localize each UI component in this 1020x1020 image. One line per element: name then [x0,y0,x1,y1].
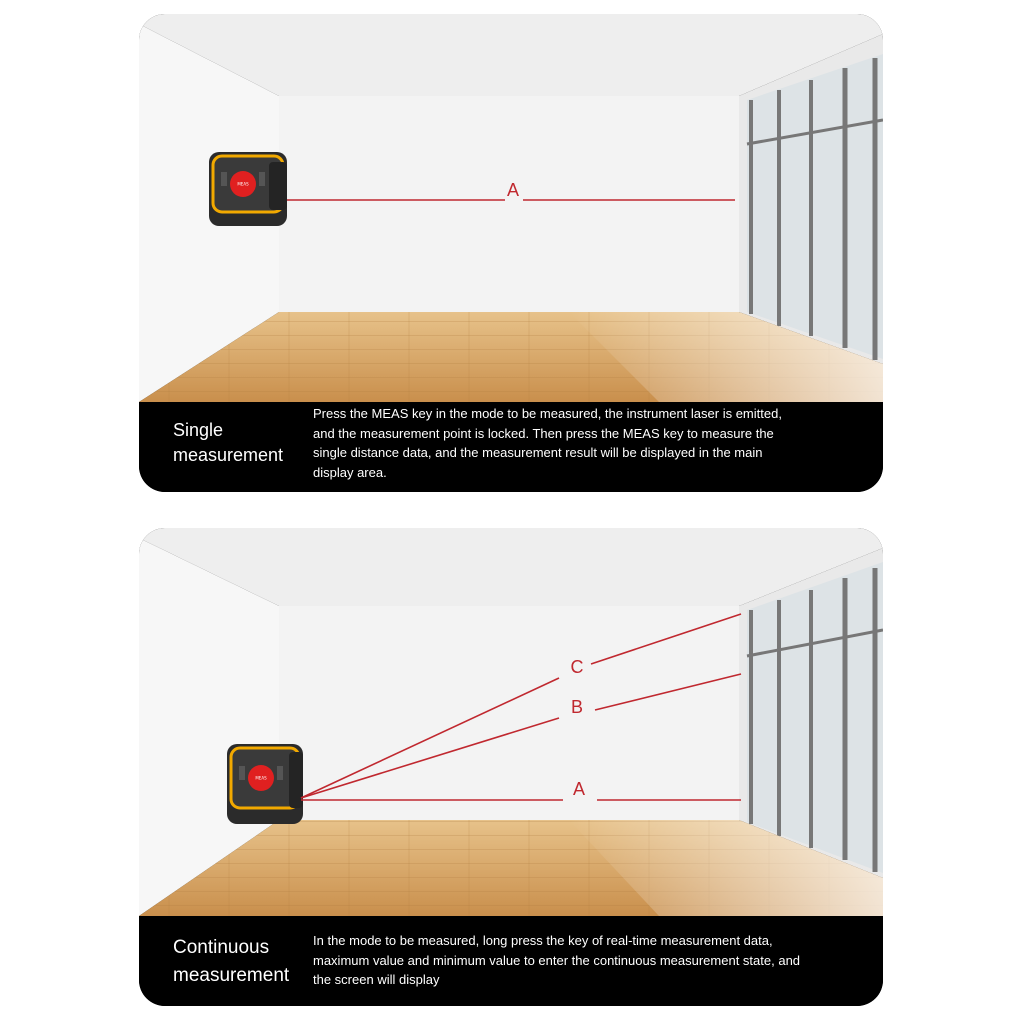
panel-description: Press the MEAS key in the mode to be measured, the instrument laser is emitted, and the measurement point is locked. Then press the MEAS key to measure the single distance data, and the measurement result will be displayed in the main display area. [313,406,782,480]
laser-measure-device [209,152,287,226]
laser-label-a: A [506,180,520,200]
svg-text:MEAS: MEAS [237,181,249,187]
caption-bar [139,402,883,492]
room-scene-continuous [139,528,883,916]
single-measurement-card [139,14,883,492]
room-scene-single [139,14,883,402]
window-frame [747,562,883,873]
laser-label-b: B [570,697,584,717]
laser-measure-device [227,744,303,824]
panel-description: In the mode to be measured, long press the key of real-time measurement data, maximum value and minimum value to enter the continuous measurement state, and the screen will display [313,933,801,987]
back-wall [279,96,739,312]
panel-title: Continuous measurement [173,937,290,986]
continuous-measurement-card [139,528,883,1006]
svg-text:MEAS: MEAS [255,775,267,781]
laser-label-a: A [572,779,586,799]
window-frame [747,54,883,360]
panel-title: Single measurement [173,420,284,465]
laser-label-c: C [570,657,584,677]
caption-bar [139,916,883,1006]
